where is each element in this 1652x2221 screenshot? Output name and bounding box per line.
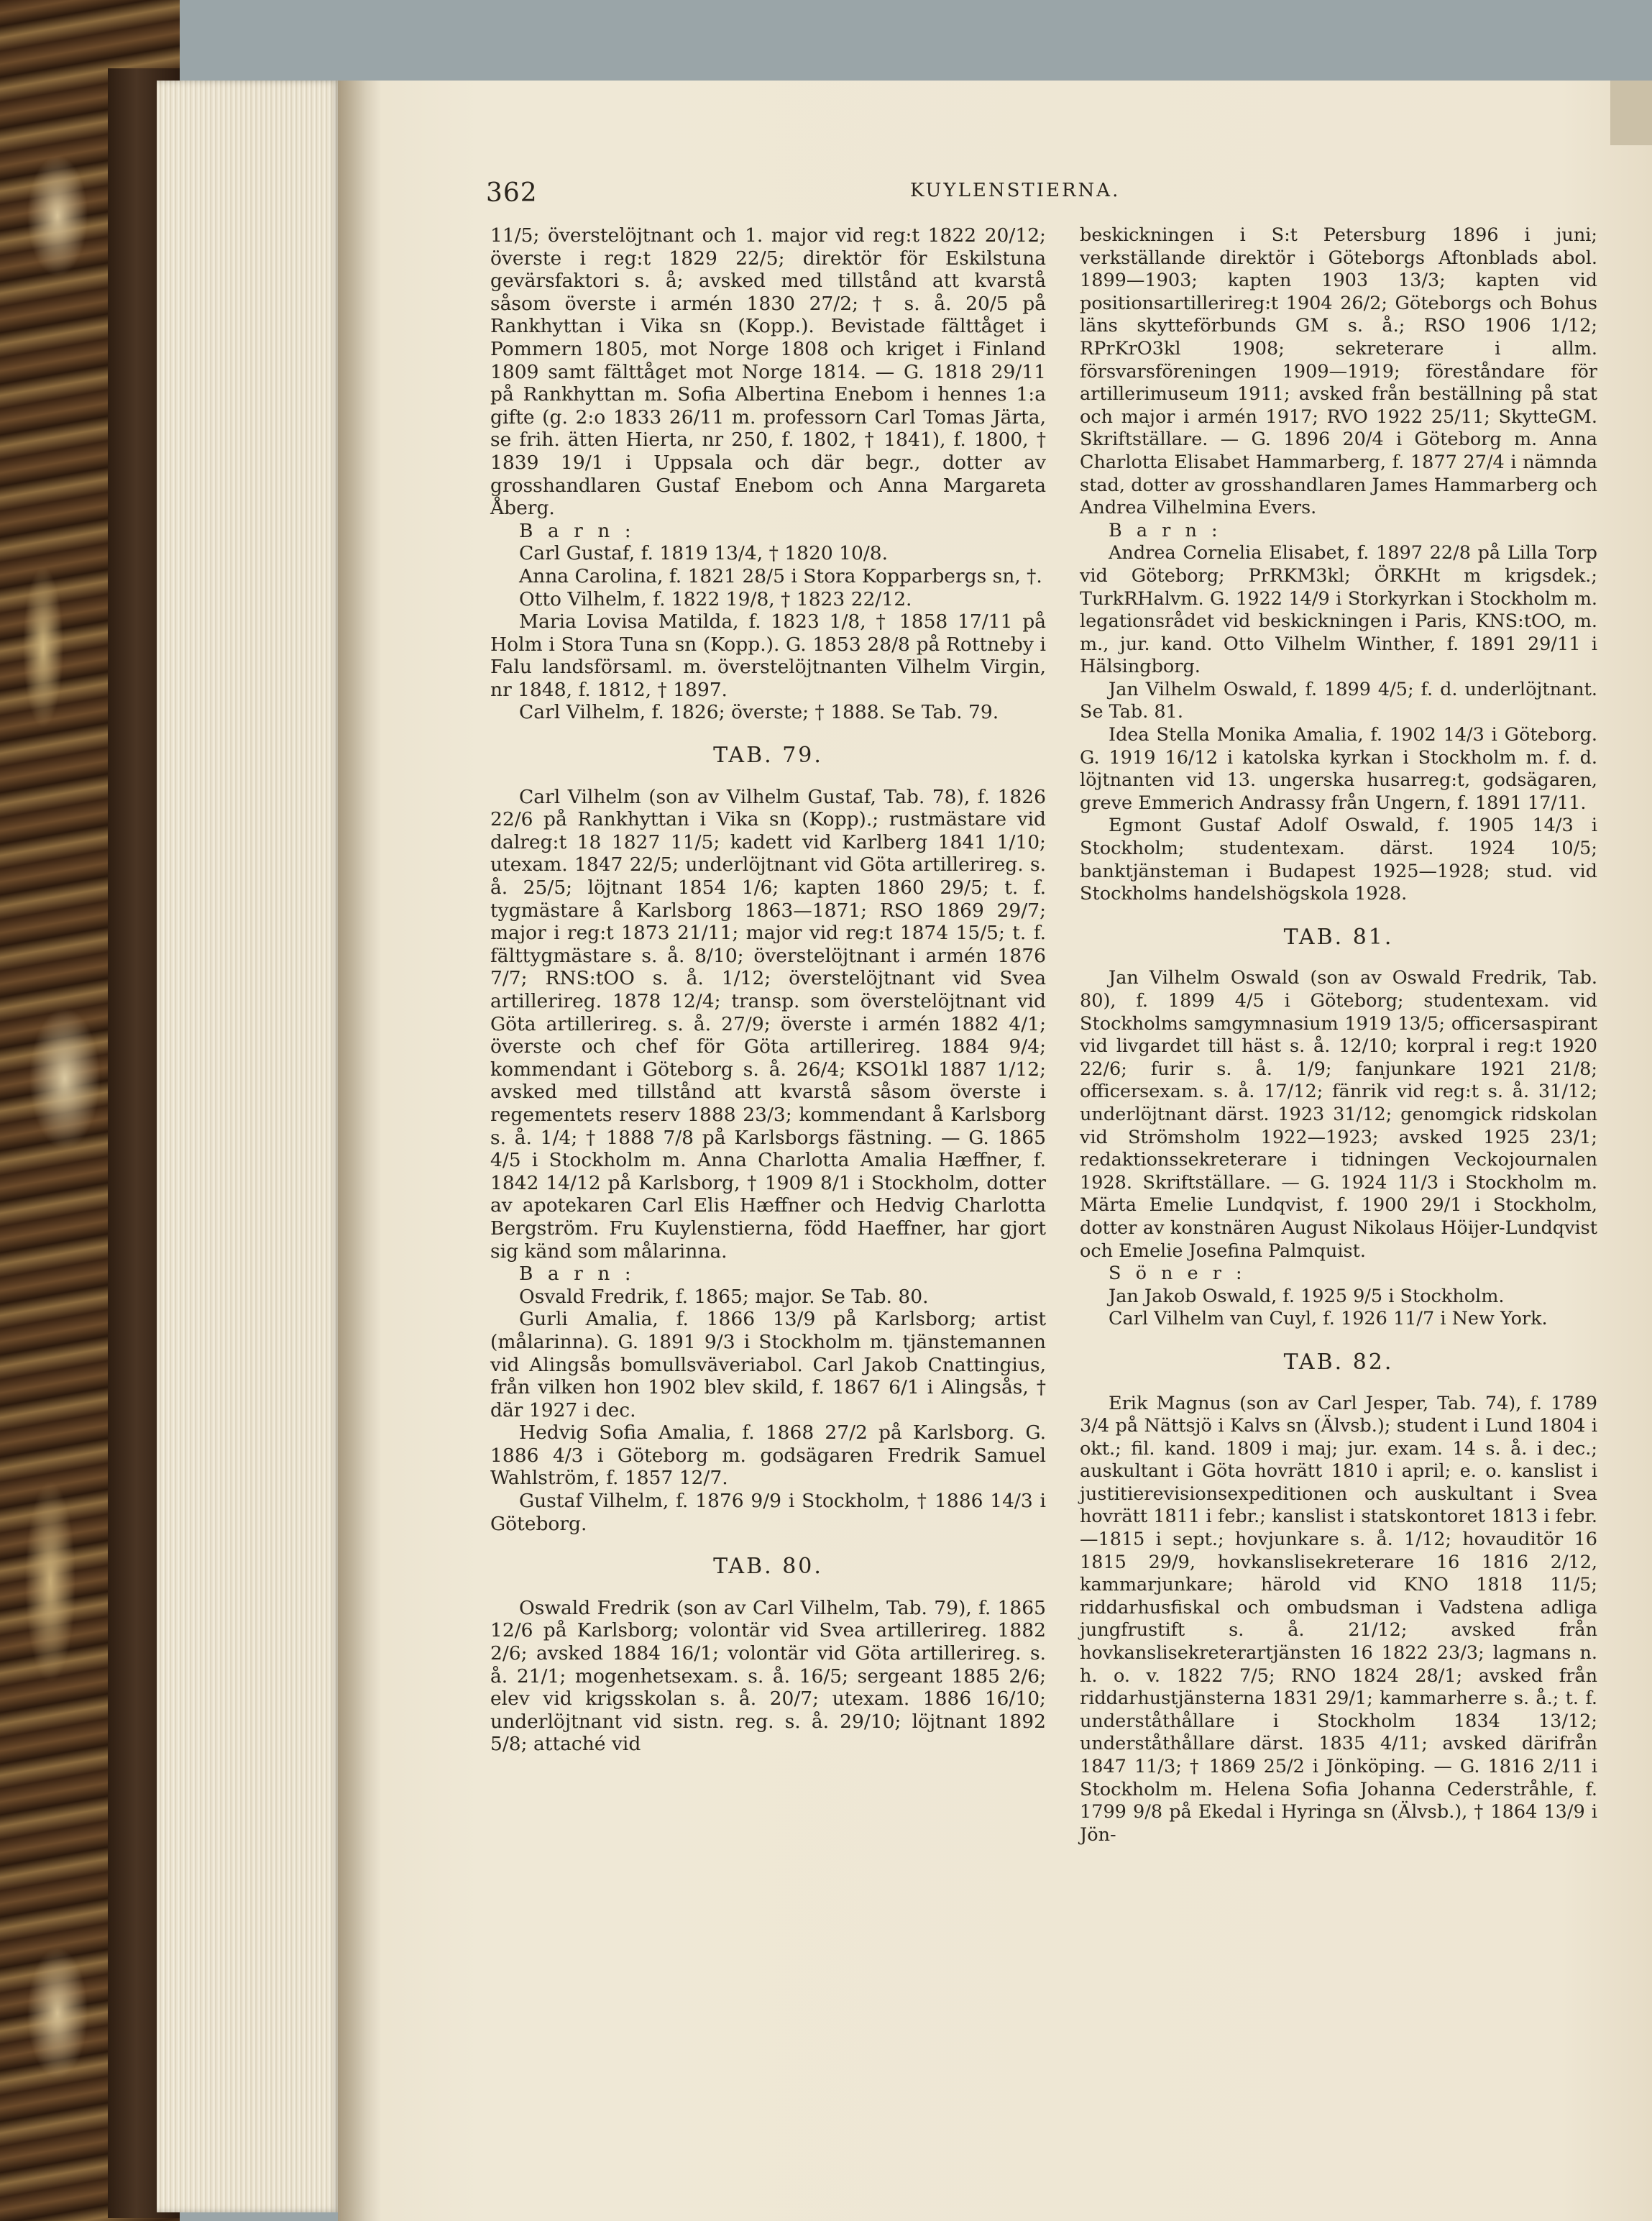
paragraph: 11/5; överstelöjtnant och 1. major vid reg:t 1822 20/12; överste i reg:t 1829 22/5; direktör för Eskilstuna gevärsfaktori s. å; avsked med tillstånd att kvarstå såsom överste i armén 1830 27/2; † s. å. 20/5 på Rankhyttan i Vika sn (Kopp.). Bevistade fälttåget i Pommern 1805, mot Norge 1808 och kriget i Finland 1809 samt fälttåget mot Norge 1814. — G. 1818 29/11 på Rankhyttan m. Sofia Albertina Enebom i hennes 1:a gifte (g. 2:o 1833 26/11 m. professorn Carl Tomas Järta, se frih. ätten Hierta, nr 250, f. 1802, † 1841), f. 1800, † 1839 19/1 i Uppsala och där begr., dotter av grosshandlaren Gustaf Enebom och Anna Margareta Åberg. xyxy=(490,224,1046,520)
table-heading: TAB. 80. xyxy=(713,1554,823,1580)
child-entry: Anna Carolina, f. 1821 28/5 i Stora Kopparbergs sn, †. xyxy=(519,564,1042,587)
child-entry: Maria Lovisa Matilda, f. 1823 1/8, † 1858 17/11 på Holm i Stora Tuna sn (Kopp.). G. 1853 28/8 på Rottneby i Falu landsförsaml. m. överstelöjtnanten Vilhelm Virgin, nr 1848, f. 1812, † 1897. xyxy=(490,610,1046,701)
child-entry: Otto Vilhelm, f. 1822 19/8, † 1823 22/12. xyxy=(519,587,912,610)
child-entry: Carl Vilhelm, f. 1826; överste; † 1888. Se Tab. 79. xyxy=(519,701,999,724)
children-heading: B a r n : xyxy=(519,519,635,542)
child-entry: Egmont Gustaf Adolf Oswald, f. 1905 14/3 i Stockholm; studentexam. därst. 1924 10/5; banktjänsteman i Budapest 1925—1928; stud. vid Stockholms handelshögskola 1928. xyxy=(1080,815,1597,905)
child-entry: Jan Vilhelm Oswald, f. 1899 4/5; f. d. underlöjtnant. Se Tab. 81. xyxy=(1080,678,1597,723)
right-column xyxy=(1080,224,1597,1846)
child-entry: Jan Jakob Oswald, f. 1925 9/5 i Stockholm. xyxy=(1109,1285,1505,1307)
child-entry: Carl Vilhelm van Cuyl, f. 1926 11/7 i New York. xyxy=(1109,1308,1548,1330)
paragraph: beskickningen i S:t Petersburg 1896 i juni; verkställande direktör i Göteborgs Aftonblads abol. 1899—1903; kapten 1903 13/3; kapten vid positionsartillerireg:t 1904 26/2; Göteborgs och Bohus läns skytteförbunds GM s. å.; RSO 1906 1/12; RPrKrO3kl 1908; sekreterare i allm. försvarsföreningen 1909—1919; föreståndare för artillerimuseum 1911; avsked från beställning på stat och major i armén 1917; RVO 1922 25/11; SkytteGM. Skriftställare. — G. 1896 20/4 i Göteborg m. Anna Charlotta Elisabet Hammarberg, f. 1877 27/4 i nämnda stad, dotter av grosshandlaren James Hammarberg och Andrea Vilhelmina Evers. xyxy=(1080,224,1597,519)
left-column xyxy=(490,224,1046,1756)
children-heading: B a r n : xyxy=(519,1263,635,1286)
page-header xyxy=(486,178,1155,207)
table-heading: TAB. 81. xyxy=(1283,924,1394,950)
facing-page-corner xyxy=(1610,81,1652,145)
child-entry: Idea Stella Monika Amalia, f. 1902 14/3 i Göteborg. G. 1919 16/12 i katolska kyrkan i Stockholm m. f. d. löjtnanten vid 13. ungerska husarreg:t, godsägaren, greve Emmerich Andrassy från Ungern, f. 1891 17/11. xyxy=(1080,724,1597,814)
child-entry: Andrea Cornelia Elisabet, f. 1897 22/8 på Lilla Torp vid Göteborg; PrRKM3kl; ÖRKHt m krigsdek.; TurkRHalvm. G. 1922 14/9 i Storkyrkan i Stockholm m. legationsrådet vid beskickningen i Paris, KNS:tOO, m. m., jur. kand. Otto Vilhelm Winther, f. 1891 29/11 i Hälsingborg. xyxy=(1080,542,1597,678)
child-entry: Carl Gustaf, f. 1819 13/4, † 1820 10/8. xyxy=(519,542,889,565)
paragraph: Jan Vilhelm Oswald (son av Oswald Fredrik, Tab. 80), f. 1899 4/5 i Göteborg; studentexam. vid Stockholms samgymnasium 1919 13/5; officersaspirant vid livgardet till häst s. å. 12/10; korpral i reg:t 1920 22/6; furir s. å. 1/9; fanjunkare 1921 21/8; officersexam. s. å. 17/12; fänrik vid reg:t s. å. 31/12; underlöjtnant därst. 1923 31/12; genomgick ridskolan vid Strömsholm 1922—1923; avsked 1925 23/1; redaktionssekreterare i tidningen Veckojournalen 1928. Skriftställare. — G. 1924 11/3 i Stockholm m. Märta Emelie Lundqvist, f. 1900 29/1 i Stockholm, dotter av konstnären August Nikolaus Höijer-Lundqvist och Emelie Josefina Palmquist. xyxy=(1080,967,1597,1262)
page-number: 362 xyxy=(486,178,538,208)
sons-heading: S ö n e r : xyxy=(1109,1263,1247,1285)
table-heading: TAB. 79. xyxy=(713,743,823,769)
paragraph: Carl Vilhelm (son av Vilhelm Gustaf, Tab. 78), f. 1826 22/6 på Rankhyttan i Vika sn (Kopp).; rustmästare vid dalreg:t 18 1827 11/5; kadett vid Karlberg 1841 1/10; utexam. 1847 22/5; underlöjtnant vid Göta artillerireg. s. å. 25/5; löjtnant 1854 1/6; kapten 1860 29/5; t. f. tygmästare å Karlsborg 1863—1871; RSO 1869 29/7; major i reg:t 1873 21/11; major vid reg:t 1874 15/5; t. f. fälttygmästare s. å. 8/10; överstelöjtnant i armén 1876 7/7; RNS:tOO s. å. 1/12; överstelöjtnant vid Svea artillerireg. 1878 12/4; transp. som överstelöjtnant vid Göta artillerireg. s. å. 27/9; överste i armén 1882 4/1; överste och chef för Göta artillerireg. 1884 9/4; kommendant i Göteborg s. å. 26/4; KSO1kl 1887 1/12; avsked med tillstånd att kvarstå såsom överste i regementets reserv 1888 23/3; kommendant å Karlsborg s. å. 1/4; † 1888 7/8 på Karlsborgs fästning. — G. 1865 4/5 i Stockholm m. Anna Charlotta Amalia Hæffner, f. 1842 14/12 på Karlsborg, † 1909 8/1 i Stockholm, dotter av apotekaren Carl Elis Hæffner och Hedvig Charlotta Bergström. Fru Kuylenstierna, född Haeffner, har gjort sig känd som målarinna. xyxy=(490,785,1046,1263)
child-entry: Gurli Amalia, f. 1866 13/9 på Karlsborg; artist (målarinna). G. 1891 9/3 i Stockholm m. tjänstemannen vid Alingsås bomullsväveriabol. Carl Jakob Cnattingius, från vilken hon 1902 blev skild, f. 1867 6/1 i Alingsås, † där 1927 i dec. xyxy=(490,1308,1046,1421)
table-heading: TAB. 82. xyxy=(1283,1349,1394,1375)
children-heading: B a r n : xyxy=(1109,519,1222,541)
paragraph: Oswald Fredrik (son av Carl Vilhelm, Tab. 79), f. 1865 12/6 på Karlsborg; volontär vid Svea artillerireg. 1882 2/6; avsked 1884 16/1; volontär vid Göta artillerireg. s. å. 21/1; mogenhetsexam. s. å. 16/5; sergeant 1885 2/6; elev vid krigsskolan s. å. 20/7; utexam. 1886 16/10; underlöjtnant vid sistn. reg. s. å. 29/10; löjtnant 1892 5/8; attaché vid xyxy=(490,1596,1046,1756)
child-entry: Hedvig Sofia Amalia, f. 1868 27/2 på Karlsborg. G. 1886 4/3 i Göteborg m. godsägaren Fredrik Samuel Wahlström, f. 1857 12/7. xyxy=(490,1421,1046,1490)
gutter-shadow xyxy=(338,81,381,2221)
page-stack-edge xyxy=(157,81,340,2212)
child-entry: Gustaf Vilhelm, f. 1876 9/9 i Stockholm, † 1886 14/3 i Göteborg. xyxy=(490,1490,1046,1535)
child-entry: Osvald Fredrik, f. 1865; major. Se Tab. 80. xyxy=(519,1285,929,1308)
running-head: KUYLENSTIERNA. xyxy=(910,180,1121,201)
paragraph: Erik Magnus (son av Carl Jesper, Tab. 74), f. 1789 3/4 på Nättsjö i Kalvs sn (Älvsb.); student i Lund 1804 i okt.; fil. kand. 1809 i maj; jur. exam. 14 s. å. i dec.; auskultant i Göta hovrätt 1810 i april; e. o. kanslist i justitierevisionsexpeditionen och auskultant i Svea hovrätt 1811 i febr.; kanslist i statskontoret 1813 i febr.—1815 i sept.; hovjunkare s. å. 1/12; hovauditör 16 1815 29/9, hovkanslisekreterare 16 1816 2/12, kammarjunkare; härold vid KNO 1818 11/5; riddarhusfiskal och ombudsman i Vadstena adliga jungfrustift s. å. 21/12; avsked från hovkanslisekreterartjänsten 16 1822 23/3; lagmans n. h. o. v. 1822 7/5; RNO 1824 28/1; avsked från riddarhustjänsterna 1831 29/1; kammarherre s. å.; t. f. underståthållare i Stockholm 1834 13/12; underståthållare därst. 1835 4/11; avsked därifrån 1847 11/3; † 1869 25/2 i Jönköping. — G. 1816 2/11 i Stockholm m. Helena Sofia Johanna Cederstråhle, f. 1799 9/8 på Ekedal i Hyringa sn (Älvsb.), † 1864 13/9 i Jön- xyxy=(1080,1392,1597,1846)
